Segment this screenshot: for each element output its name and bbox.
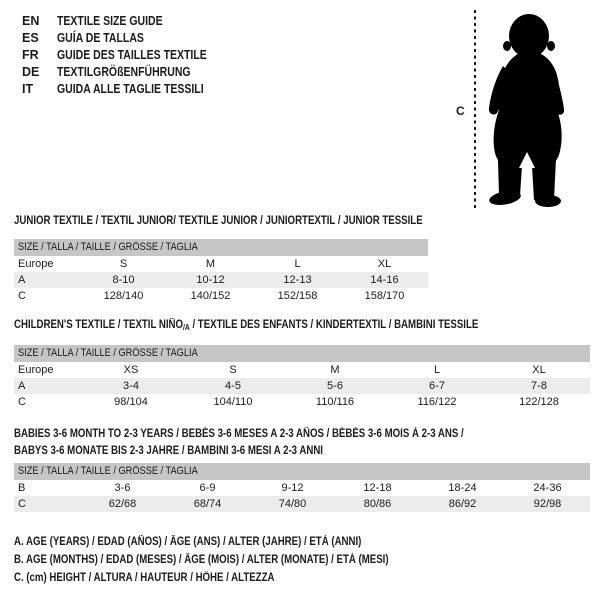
language-label: TEXTILGRÖßENFÜHRUNG bbox=[57, 65, 191, 79]
table-row bbox=[14, 496, 590, 512]
table-cell: 92/98 bbox=[533, 498, 562, 510]
table-cell: 7-8 bbox=[531, 380, 547, 392]
table-cell: 110/116 bbox=[315, 396, 355, 408]
table-cell: M bbox=[330, 364, 340, 376]
table-cell: 6-7 bbox=[429, 380, 445, 392]
table-cell: 10-12 bbox=[196, 274, 225, 286]
section-title-babies bbox=[14, 426, 549, 460]
size-header-bar bbox=[14, 345, 590, 362]
language-row-es bbox=[22, 30, 235, 47]
junior-size-table bbox=[14, 239, 428, 304]
baby-silhouette bbox=[484, 8, 570, 208]
table-cell: 3-6 bbox=[114, 482, 131, 494]
table-cell: 14-16 bbox=[370, 274, 399, 286]
table-cell: XL bbox=[377, 258, 392, 270]
table-cell: L bbox=[433, 364, 441, 376]
table-row bbox=[14, 362, 590, 378]
section-title-text bbox=[14, 317, 478, 336]
footnotes bbox=[14, 533, 460, 587]
language-code: IT bbox=[22, 82, 34, 96]
language-label: TEXTILE SIZE GUIDE bbox=[57, 14, 163, 28]
table-cell: 104/110 bbox=[213, 396, 253, 408]
row-label: A bbox=[18, 380, 26, 392]
row-label: C bbox=[18, 290, 26, 302]
row-label: Europe bbox=[18, 364, 54, 376]
table-cell: 152/158 bbox=[277, 290, 318, 302]
table-cell: 116/122 bbox=[417, 396, 457, 408]
language-row-en bbox=[22, 13, 235, 30]
height-marker-label: C bbox=[456, 104, 465, 118]
table-cell: 3-4 bbox=[123, 380, 139, 392]
size-header-bar bbox=[14, 239, 428, 256]
title-subscript: /A bbox=[183, 323, 190, 332]
table-cell: 18-24 bbox=[448, 482, 477, 494]
table-row bbox=[14, 378, 590, 394]
title-part: / TEXTILE DES ENFANTS / KINDERTEXTIL / BAMBINI TESSILE bbox=[189, 319, 479, 331]
footnote-b bbox=[14, 551, 460, 569]
table-cell: 4-5 bbox=[225, 380, 241, 392]
footnote-a bbox=[14, 533, 460, 551]
children-size-table bbox=[14, 345, 590, 410]
table-cell: XS bbox=[123, 364, 139, 376]
table-cell: 24-36 bbox=[533, 482, 562, 494]
table-cell: S bbox=[229, 364, 237, 376]
language-label: GUÍA DE TALLAS bbox=[57, 31, 144, 45]
language-code: EN bbox=[22, 14, 40, 28]
language-code: ES bbox=[22, 31, 39, 45]
table-row bbox=[14, 272, 428, 288]
table-cell: 68/74 bbox=[193, 498, 222, 510]
table-cell: S bbox=[119, 258, 128, 270]
language-legend bbox=[22, 13, 235, 98]
table-cell: 12-18 bbox=[363, 482, 392, 494]
table-cell: M bbox=[205, 258, 216, 270]
table-cell: 98/104 bbox=[114, 396, 148, 408]
row-label: C bbox=[18, 498, 26, 510]
table-cell: 12-13 bbox=[283, 274, 312, 286]
babies-size-table bbox=[14, 463, 590, 512]
table-row bbox=[14, 256, 428, 272]
height-dashed-line bbox=[474, 10, 476, 208]
table-cell: 62/68 bbox=[108, 498, 137, 510]
language-code: FR bbox=[22, 48, 39, 62]
language-row-it bbox=[22, 81, 235, 98]
size-header-text: SIZE / TALLA / TAILLE / GRÖSSE / TAGLIA bbox=[18, 465, 198, 477]
footnote-c bbox=[14, 569, 460, 587]
title-part: CHILDREN'S TEXTILE / TEXTIL NIÑO bbox=[14, 319, 184, 331]
table-cell: 80/86 bbox=[363, 498, 392, 510]
table-cell: 5-6 bbox=[327, 380, 343, 392]
row-label: A bbox=[18, 274, 26, 286]
table-row bbox=[14, 288, 428, 304]
table-cell: 86/92 bbox=[448, 498, 477, 510]
section-title-junior bbox=[14, 213, 500, 230]
table-cell: 140/152 bbox=[190, 290, 231, 302]
section-title-text: JUNIOR TEXTILE / TEXTIL JUNIOR/ TEXTILE JUNIOR / JUNIORTEXTIL / JUNIOR TESSILE bbox=[14, 215, 423, 227]
footnote-text: A. AGE (YEARS) / EDAD (AÑOS) / ÂGE (ANS) / ALTER (JAHRE) / ETÀ (ANNI) bbox=[14, 536, 362, 548]
language-label: GUIDE DES TAILLES TEXTILE bbox=[57, 48, 207, 62]
section-title-line1: BABIES 3-6 MONTH TO 2-3 YEARS / BEBÉS 3-6 MESES A 2-3 AÑOS / BÉBÉS 3-6 MOIS À 2-3 ANS / bbox=[14, 428, 464, 440]
size-header-text: SIZE / TALLA / TAILLE / GRÖSSE / TAGLIA bbox=[18, 241, 198, 253]
section-title-children bbox=[14, 317, 567, 336]
size-header-text: SIZE / TALLA / TAILLE / GRÖSSE / TAGLIA bbox=[18, 347, 198, 359]
size-header-bar bbox=[14, 463, 590, 480]
row-label: C bbox=[18, 396, 26, 408]
table-cell: L bbox=[294, 258, 301, 270]
language-label: GUIDA ALLE TAGLIE TESSILI bbox=[57, 82, 204, 96]
row-label: B bbox=[18, 482, 26, 494]
table-cell: 8-10 bbox=[112, 274, 135, 286]
table-cell: 74/80 bbox=[278, 498, 307, 510]
footnote-text: B. AGE (MONTHS) / EDAD (MESES) / ÂGE (MOIS) / ALTER (MONATE) / ETÀ (MESI) bbox=[14, 554, 389, 566]
table-cell: 158/170 bbox=[364, 290, 405, 302]
table-row bbox=[14, 394, 590, 410]
footnote-text: C. (cm) HEIGHT / ALTURA / HAUTEUR / HÖHE / ALTEZZA bbox=[14, 572, 275, 584]
table-row bbox=[14, 480, 590, 496]
language-row-de bbox=[22, 64, 235, 81]
table-cell: 122/128 bbox=[519, 396, 559, 408]
table-cell: XL bbox=[532, 364, 546, 376]
table-cell: 128/140 bbox=[103, 290, 144, 302]
row-label: Europe bbox=[18, 258, 54, 270]
table-cell: 6-9 bbox=[199, 482, 216, 494]
table-cell: 9-12 bbox=[281, 482, 304, 494]
language-row-fr bbox=[22, 47, 235, 64]
section-title-line2: BABYS 3-6 MONATE BIS 2-3 JAHRE / BAMBINI 3-6 MESI A 2-3 ANNI bbox=[14, 445, 323, 457]
language-code: DE bbox=[22, 65, 40, 79]
